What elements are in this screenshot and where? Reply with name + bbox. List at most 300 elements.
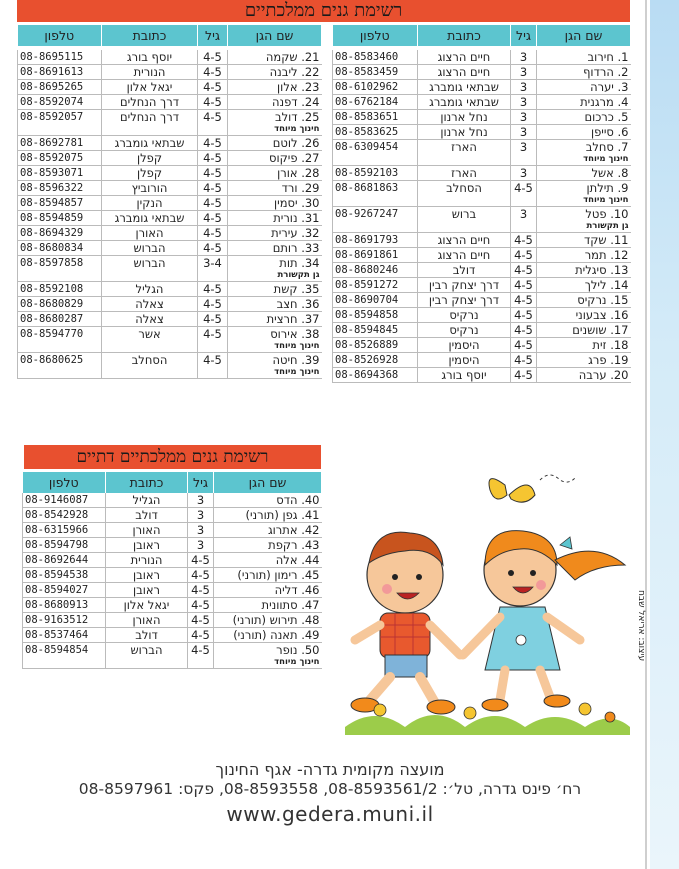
phone-cell xyxy=(18,196,102,211)
address-cell xyxy=(418,263,511,278)
address-text: הארז xyxy=(451,166,477,180)
kindergarten-name-cell xyxy=(537,353,631,368)
kindergarten-name-cell xyxy=(537,50,631,65)
table-row xyxy=(333,278,631,293)
address-text: יגאל אלון xyxy=(123,598,170,612)
phone-text: 08-8592057 xyxy=(20,111,84,123)
phone-text: 08-8594857 xyxy=(20,197,84,209)
phone-text: 08-8526928 xyxy=(335,354,399,366)
age-text: 4-5 xyxy=(514,353,533,367)
age-text: 3 xyxy=(196,523,205,537)
age-text: 4-5 xyxy=(514,368,533,382)
phone-cell xyxy=(23,538,106,553)
kindergarten-name-text: 18. זית xyxy=(592,338,629,352)
kindergarten-name-cell xyxy=(228,312,322,327)
age-cell xyxy=(188,523,214,538)
age-text: 3 xyxy=(519,166,528,180)
address-cell xyxy=(102,256,198,282)
address-cell xyxy=(102,353,198,379)
phone-text: 08-8592103 xyxy=(335,167,399,179)
address-cell xyxy=(418,293,511,308)
kindergarten-name-text: 19. פרג xyxy=(588,353,629,367)
age-text: 3 xyxy=(519,110,528,124)
kindergarten-name-text: 22. ליבנה xyxy=(269,65,320,79)
kindergarten-name-text: 1. חירוב xyxy=(587,50,629,64)
kindergarten-name-cell xyxy=(228,65,322,80)
age-cell xyxy=(188,508,214,523)
phone-text: 08-8594858 xyxy=(335,309,399,321)
kindergarten-name-text: 32. עירית xyxy=(271,226,320,240)
kindergarten-name-cell xyxy=(537,308,631,323)
kindergarten-name-cell xyxy=(537,80,631,95)
age-cell xyxy=(511,181,537,207)
kindergarten-name-text: 43. רקפת xyxy=(268,538,320,552)
address-text: הארז xyxy=(451,140,477,154)
column-header-name: שם הגן xyxy=(537,25,631,46)
age-cell xyxy=(188,553,214,568)
kindergarten-type-note: חינוך מיוחד xyxy=(274,124,320,134)
phone-text: 08-6762184 xyxy=(335,96,399,108)
address-cell xyxy=(102,95,198,110)
kindergarten-name-cell xyxy=(537,233,631,248)
age-text: 4-5 xyxy=(514,323,533,337)
age-text: 4-5 xyxy=(203,241,222,255)
address-cell xyxy=(418,308,511,323)
age-text: 4-5 xyxy=(203,80,222,94)
kindergarten-name-text: 40. הדס xyxy=(276,493,320,507)
table-row xyxy=(18,282,322,297)
table-row xyxy=(18,353,322,379)
phone-text: 08-8680913 xyxy=(25,599,89,611)
table-row xyxy=(18,65,322,80)
age-cell xyxy=(198,50,228,65)
phone-cell xyxy=(333,80,418,95)
address-text: נחל ארנון xyxy=(440,110,488,124)
phone-cell xyxy=(18,110,102,136)
address-cell xyxy=(418,110,511,125)
table-row xyxy=(18,256,322,282)
kindergarten-name-cell xyxy=(228,80,322,95)
phone-cell xyxy=(18,95,102,110)
column-header-phone: טלפון xyxy=(23,472,106,493)
kindergarten-name-text: 4. מרגנית xyxy=(580,95,629,109)
address-cell xyxy=(418,207,511,233)
phone-text: 08-8691793 xyxy=(335,234,399,246)
age-text: 4-5 xyxy=(191,628,210,642)
phone-cell xyxy=(333,207,418,233)
kindergarten-name-text: 28. אורן xyxy=(277,166,320,180)
address-text: חיים הרצוג xyxy=(437,248,491,262)
address-text: נרקיס xyxy=(449,323,479,337)
kindergarten-name-text: 21. שקמה xyxy=(265,50,320,64)
column-header-age: גיל xyxy=(188,472,214,493)
table-row xyxy=(18,181,322,196)
kindergarten-name-text: 39. חיטה xyxy=(272,353,320,367)
table-row xyxy=(333,207,631,233)
kindergarten-name-text: 24. דפנה xyxy=(271,95,320,109)
table-row xyxy=(333,80,631,95)
kindergarten-name-text: 50. נופר xyxy=(276,643,320,657)
address-text: דרך הנחלים xyxy=(120,110,179,124)
phone-cell xyxy=(23,583,106,598)
address-cell xyxy=(106,568,188,583)
address-text: יגאל אלון xyxy=(126,80,173,94)
age-cell xyxy=(198,181,228,196)
table-row xyxy=(18,50,322,65)
phone-text: 08-8692644 xyxy=(25,554,89,566)
phone-text: 08-8694329 xyxy=(20,227,84,239)
kindergarten-name-cell xyxy=(214,598,322,613)
table-row xyxy=(333,95,631,110)
address-text: הגליל xyxy=(135,282,164,296)
phone-text: 08-8691861 xyxy=(335,249,399,261)
age-cell xyxy=(198,282,228,297)
age-text: 3 xyxy=(519,207,528,221)
age-cell xyxy=(188,583,214,598)
table-row xyxy=(18,241,322,256)
kindergarten-name-text: 17. שושנים xyxy=(572,323,629,337)
kindergarten-name-cell xyxy=(214,493,322,508)
phone-cell xyxy=(23,598,106,613)
age-cell xyxy=(198,95,228,110)
age-text: 4-5 xyxy=(514,278,533,292)
age-text: 4-5 xyxy=(191,583,210,597)
phone-cell xyxy=(333,368,418,383)
phone-text: 08-8691613 xyxy=(20,66,84,78)
age-text: 4-5 xyxy=(203,353,222,367)
phone-cell xyxy=(23,523,106,538)
kindergarten-name-text: 38. אירוס xyxy=(270,327,320,341)
age-text: 4-5 xyxy=(203,65,222,79)
phone-text: 08-9163512 xyxy=(25,614,89,626)
address-cell xyxy=(418,166,511,181)
age-cell xyxy=(198,353,228,379)
address-cell xyxy=(102,282,198,297)
kindergarten-name-cell xyxy=(228,256,322,282)
phone-text: 08-8593071 xyxy=(20,167,84,179)
address-text: הנורית xyxy=(133,65,166,79)
address-cell xyxy=(102,327,198,353)
phone-text: 08-8583625 xyxy=(335,126,399,138)
age-cell xyxy=(511,125,537,140)
kindergarten-name-cell xyxy=(214,523,322,538)
phone-cell xyxy=(23,508,106,523)
address-cell xyxy=(418,50,511,65)
age-text: 3 xyxy=(519,80,528,94)
age-text: 3 xyxy=(519,50,528,64)
kindergarten-name-cell xyxy=(214,553,322,568)
age-text: 4-5 xyxy=(203,50,222,64)
footer-org-name: מועצה מקומית גדרה- אגף החינוך xyxy=(215,760,445,779)
kindergarten-name-text: 46. דליה xyxy=(274,583,320,597)
kindergarten-name-cell xyxy=(214,508,322,523)
table-row xyxy=(333,181,631,207)
table-row xyxy=(333,65,631,80)
kindergarten-name-cell xyxy=(228,353,322,379)
kindergarten-name-text: 41. גפן (תורני) xyxy=(245,508,320,522)
column-header-age: גיל xyxy=(511,25,537,46)
phone-text: 08-6315966 xyxy=(25,524,89,536)
age-text: 4-5 xyxy=(203,196,222,210)
phone-text: 08-8681863 xyxy=(335,182,399,194)
address-cell xyxy=(102,80,198,95)
age-cell xyxy=(198,211,228,226)
address-text: הברוש xyxy=(133,241,166,255)
age-text: 4-5 xyxy=(514,338,533,352)
phone-cell xyxy=(333,140,418,166)
address-cell xyxy=(102,226,198,241)
age-text: 4-5 xyxy=(514,248,533,262)
kindergarten-name-text: 14. לילך xyxy=(584,278,629,292)
table-row xyxy=(333,368,631,383)
butterfly-icon xyxy=(489,475,575,502)
kindergarten-name-text: 2. הרדוף xyxy=(583,65,629,79)
table-row xyxy=(18,166,322,181)
kindergarten-name-cell xyxy=(228,196,322,211)
age-text: 4-5 xyxy=(203,110,222,124)
age-text: 4-5 xyxy=(191,613,210,627)
phone-text: 08-8583459 xyxy=(335,66,399,78)
kindergarten-name-text: 47. סתוונית xyxy=(261,598,320,612)
address-text: דרך יצחק רבין xyxy=(428,278,500,292)
phone-text: 08-6102962 xyxy=(335,81,399,93)
address-text: הורוביץ xyxy=(131,181,168,195)
phone-text: 08-8583651 xyxy=(335,111,399,123)
age-text: 4-5 xyxy=(203,151,222,165)
address-cell xyxy=(106,643,188,669)
age-text: 4-5 xyxy=(514,181,533,195)
kindergarten-name-cell xyxy=(537,293,631,308)
address-cell xyxy=(102,50,198,65)
phone-text: 08-8594770 xyxy=(20,328,84,340)
table-row xyxy=(23,598,322,613)
address-cell xyxy=(102,166,198,181)
address-cell xyxy=(418,338,511,353)
phone-cell xyxy=(333,110,418,125)
phone-cell xyxy=(333,50,418,65)
table-row xyxy=(333,308,631,323)
secular-list-title: רשימת גנים ממלכתיים xyxy=(17,0,630,22)
kindergarten-name-cell xyxy=(214,628,322,643)
address-cell xyxy=(106,538,188,553)
kindergarten-name-cell xyxy=(537,125,631,140)
kindergarten-name-cell xyxy=(228,110,322,136)
kindergarten-name-text: 15. נרקיס xyxy=(577,293,629,307)
kindergarten-name-cell xyxy=(537,181,631,207)
boy-figure xyxy=(351,532,460,714)
age-text: 4-5 xyxy=(203,211,222,225)
kindergarten-name-cell xyxy=(537,248,631,263)
age-text: 4-5 xyxy=(203,297,222,311)
page-border xyxy=(645,0,647,869)
table-row xyxy=(18,327,322,353)
phone-text: 08-8592075 xyxy=(20,152,84,164)
age-cell xyxy=(511,263,537,278)
address-text: שבתאי גומברג xyxy=(429,95,499,109)
phone-text: 08-8583460 xyxy=(335,51,399,63)
address-cell xyxy=(102,136,198,151)
kindergarten-name-cell xyxy=(228,151,322,166)
address-text: חיים הרצוג xyxy=(437,50,491,64)
table-row xyxy=(333,50,631,65)
kindergarten-name-text: 35. קשת xyxy=(273,282,320,296)
table-row xyxy=(333,323,631,338)
address-text: יוסף בורג xyxy=(126,50,173,64)
footer-website-link[interactable]: www.gedera.muni.il xyxy=(226,802,434,826)
age-cell xyxy=(198,151,228,166)
age-text: 4-5 xyxy=(203,312,222,326)
phone-cell xyxy=(333,95,418,110)
kindergarten-name-text: 9. תילתן xyxy=(586,181,629,195)
phone-cell xyxy=(18,151,102,166)
phone-cell xyxy=(23,643,106,669)
address-cell xyxy=(106,523,188,538)
phone-text: 08-8592074 xyxy=(20,96,84,108)
table-row xyxy=(18,211,322,226)
phone-text: 08-8690704 xyxy=(335,294,399,306)
age-cell xyxy=(198,136,228,151)
age-text: 4-5 xyxy=(203,95,222,109)
table-row xyxy=(23,493,322,508)
age-text: 3 xyxy=(519,140,528,154)
kindergarten-name-cell xyxy=(228,181,322,196)
table-row xyxy=(333,140,631,166)
phone-cell xyxy=(18,80,102,95)
address-text: שבתאי גומברג xyxy=(114,211,185,225)
phone-text: 08-8680246 xyxy=(335,264,399,276)
address-text: נחל ארנון xyxy=(440,125,488,139)
phone-text: 08-8526889 xyxy=(335,339,399,351)
address-cell xyxy=(418,65,511,80)
address-text: הסחלב xyxy=(131,353,168,367)
kindergarten-name-text: 37. חרצית xyxy=(266,312,320,326)
address-cell xyxy=(418,368,511,383)
phone-text: 08-8594538 xyxy=(25,569,89,581)
phone-text: 08-8680287 xyxy=(20,313,84,325)
phone-text: 08-8695115 xyxy=(20,51,84,63)
phone-cell xyxy=(18,136,102,151)
address-cell xyxy=(106,628,188,643)
age-text: 3 xyxy=(196,493,205,507)
age-text: 4-5 xyxy=(203,136,222,150)
secular-table-right xyxy=(332,25,631,383)
column-header-address: כתובת xyxy=(102,25,198,46)
kindergarten-name-text: 8. אשל xyxy=(591,166,629,180)
phone-cell xyxy=(23,493,106,508)
column-header-address: כתובת xyxy=(418,25,511,46)
phone-text: 08-8594845 xyxy=(335,324,399,336)
phone-cell xyxy=(18,297,102,312)
phone-text: 08-8537464 xyxy=(25,629,89,641)
age-cell xyxy=(511,110,537,125)
address-text: הנקין xyxy=(136,196,163,210)
kindergarten-name-cell xyxy=(228,136,322,151)
address-cell xyxy=(102,110,198,136)
age-cell xyxy=(511,233,537,248)
kindergarten-type-note: חינוך מיוחד xyxy=(583,195,629,205)
table-row xyxy=(23,523,322,538)
age-cell xyxy=(511,95,537,110)
kindergarten-name-text: 6. סייפן xyxy=(590,125,629,139)
age-cell xyxy=(198,166,228,181)
girl-figure xyxy=(463,531,625,711)
kindergarten-name-text: 42. אתרוג xyxy=(267,523,320,537)
phone-cell xyxy=(18,211,102,226)
age-cell xyxy=(198,297,228,312)
kindergarten-name-text: 49. תאנה (תורני) xyxy=(233,628,320,642)
address-text: הגליל xyxy=(132,493,161,507)
address-text: נרקיס xyxy=(449,308,479,322)
address-cell xyxy=(102,151,198,166)
address-text: דולב xyxy=(452,263,476,277)
kindergarten-name-cell xyxy=(228,327,322,353)
address-text: דרך הנחלים xyxy=(120,95,179,109)
age-text: 4-5 xyxy=(191,553,210,567)
kindergarten-name-text: 10. פטל xyxy=(585,207,629,221)
kindergarten-name-cell xyxy=(228,95,322,110)
address-text: ראובן xyxy=(132,568,161,582)
address-cell xyxy=(106,583,188,598)
age-cell xyxy=(198,196,228,211)
table-row xyxy=(18,196,322,211)
address-text: הברוש xyxy=(130,643,163,657)
age-text: 4-5 xyxy=(203,226,222,240)
kindergarten-name-cell xyxy=(228,241,322,256)
kindergarten-name-cell xyxy=(537,278,631,293)
age-cell xyxy=(188,628,214,643)
column-header-age: גיל xyxy=(198,25,228,46)
address-text: ראובן xyxy=(132,583,161,597)
age-text: 3 xyxy=(519,65,528,79)
table-row xyxy=(333,353,631,368)
kindergarten-name-text: 34. תות xyxy=(279,256,320,270)
address-text: הברוש xyxy=(133,256,166,270)
address-cell xyxy=(106,553,188,568)
phone-text: 08-8594798 xyxy=(25,539,89,551)
table-row xyxy=(23,568,322,583)
column-header-name: שם הגן xyxy=(228,25,322,46)
address-cell xyxy=(106,493,188,508)
address-text: האורן xyxy=(135,226,164,240)
age-cell xyxy=(198,226,228,241)
phone-cell xyxy=(333,233,418,248)
phone-cell xyxy=(18,166,102,181)
address-text: קפלן xyxy=(136,151,162,165)
address-text: היסמין xyxy=(448,353,480,367)
age-text: 4-5 xyxy=(191,643,210,657)
age-cell xyxy=(511,278,537,293)
kindergarten-name-cell xyxy=(228,50,322,65)
address-text: אשר xyxy=(138,327,161,341)
age-text: 4-5 xyxy=(203,181,222,195)
address-cell xyxy=(102,241,198,256)
address-cell xyxy=(418,323,511,338)
address-text: היסמין xyxy=(448,338,480,352)
phone-text: 08-8594859 xyxy=(20,212,84,224)
age-text: 4-5 xyxy=(191,598,210,612)
kindergarten-name-cell xyxy=(537,140,631,166)
kindergarten-name-text: 20. ערבה xyxy=(578,368,629,382)
age-cell xyxy=(188,598,214,613)
column-header-name: שם הגן xyxy=(214,472,322,493)
address-text: ברוש xyxy=(451,207,477,221)
phone-cell xyxy=(18,65,102,80)
address-cell xyxy=(418,233,511,248)
table-row xyxy=(18,297,322,312)
phone-text: 08-9146087 xyxy=(25,494,89,506)
kindergarten-name-text: 31. נורית xyxy=(273,211,320,225)
address-text: הנורית xyxy=(130,553,163,567)
